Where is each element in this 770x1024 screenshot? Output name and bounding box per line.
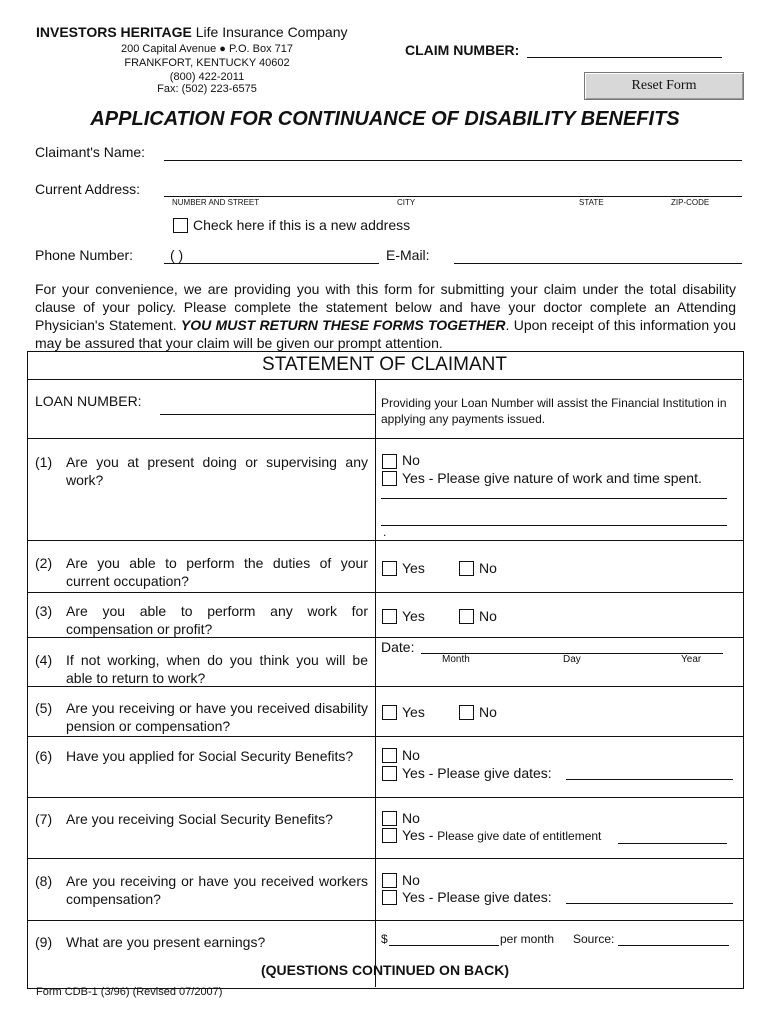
company-name-bold: INVESTORS HERITAGE <box>36 24 192 40</box>
q1-no-label: No <box>402 452 420 468</box>
question-text: If not working, when do you think you will be able to return to work? <box>66 652 368 686</box>
new-address-label: Check here if this is a new address <box>193 217 411 233</box>
q7-yes-prefix: Yes - <box>402 827 438 843</box>
question-text: Are you receiving or have you received disability pension or compensation? <box>66 700 368 734</box>
page-title: APPLICATION FOR CONTINUANCE OF DISABILITY BENEFITS <box>90 108 680 130</box>
reset-form-button[interactable]: Reset Form <box>584 72 744 100</box>
intro-text-1: For your convenience, we are providing you with this form for submitting your claim under the total disability clause of your policy. Please complete the statement below and have your doctor complete an Attending Physician's Statement. <box>35 281 736 333</box>
q6-dates-field[interactable] <box>566 779 733 780</box>
q7-no-label: No <box>402 810 420 826</box>
email-field[interactable] <box>454 263 742 264</box>
address-sub-city: CITY <box>397 198 416 207</box>
claim-number-label: CLAIM NUMBER: <box>405 42 520 58</box>
q5-no-label: No <box>479 704 497 720</box>
question-text: What are you present earnings? <box>66 934 266 950</box>
row-divider <box>27 858 743 859</box>
address-sub-state: STATE <box>579 198 604 207</box>
q3-no-label: No <box>479 608 497 624</box>
loan-number-note: Providing your Loan Number will assist the Financial Institution in applying any payments issued. <box>381 396 727 426</box>
column-divider <box>375 379 376 987</box>
q9-source-label: Source: <box>573 932 615 946</box>
company-name-rest: Life Insurance Company <box>195 24 348 40</box>
q8-no-checkbox[interactable] <box>382 873 397 888</box>
email-label: E-Mail: <box>386 247 430 263</box>
q1-detail-line-1[interactable] <box>381 498 727 499</box>
phone-area-code: ( ) <box>170 247 184 263</box>
question-number: (3) <box>35 603 53 619</box>
q6-no-label: No <box>402 747 420 763</box>
question-number: (7) <box>35 811 53 827</box>
form-id: Form CDB-1 (3/96) (Revised 07/2007) <box>36 986 223 998</box>
q2-no-checkbox[interactable] <box>459 561 474 576</box>
company-fax: Fax: (502) 223-6575 <box>157 83 257 95</box>
intro-paragraph <box>35 280 736 352</box>
question-number: (4) <box>35 652 53 668</box>
q8-yes-checkbox[interactable] <box>382 890 397 905</box>
q1-no-checkbox[interactable] <box>382 454 397 469</box>
question-number: (1) <box>35 454 53 470</box>
q1-yes-checkbox[interactable] <box>382 471 397 486</box>
q4-day-label: Day <box>563 654 581 665</box>
phone-label: Phone Number: <box>35 247 134 263</box>
q1-detail-line-2[interactable] <box>381 525 727 526</box>
q3-no-checkbox[interactable] <box>459 609 474 624</box>
q3-yes-checkbox[interactable] <box>382 609 397 624</box>
address-sub-street: NUMBER AND STREET <box>172 198 260 207</box>
address-sub-zip: ZIP-CODE <box>671 198 710 207</box>
q7-yes-text: Please give date of entitlement <box>437 829 602 843</box>
intro-text-2: . Upon receipt of this information you may be assured that your claim will be given our prompt attention. <box>35 317 736 351</box>
intro-emphasis: YOU MUST RETURN THESE FORMS TOGETHER <box>180 317 506 333</box>
phone-field[interactable] <box>164 263 379 264</box>
q5-yes-checkbox[interactable] <box>382 705 397 720</box>
company-name <box>36 24 348 40</box>
loan-number-label: LOAN NUMBER: <box>35 393 142 409</box>
q8-no-label: No <box>402 872 420 888</box>
row-divider <box>27 438 743 439</box>
q2-no-label: No <box>479 560 497 576</box>
question-text: Are you able to perform any work for compensation or profit? <box>66 603 368 637</box>
loan-number-field[interactable] <box>160 414 375 415</box>
q1-dot: . <box>383 525 387 539</box>
q9-per-month: per month <box>500 932 555 946</box>
row-divider <box>27 592 743 593</box>
claim-number-field[interactable] <box>527 57 722 58</box>
q9-source-field[interactable] <box>618 945 729 946</box>
q4-year-label: Year <box>681 654 702 665</box>
question-number: (2) <box>35 555 53 571</box>
q2-yes-checkbox[interactable] <box>382 561 397 576</box>
q4-date-label: Date: <box>381 639 415 655</box>
q6-no-checkbox[interactable] <box>382 748 397 763</box>
company-phone: (800) 422-2011 <box>169 71 245 83</box>
q7-entitlement-field[interactable] <box>618 843 727 844</box>
claimant-name-field[interactable] <box>164 160 742 161</box>
question-text: Are you receiving Social Security Benefits? <box>66 811 333 827</box>
q8-yes-label: Yes - Please give dates: <box>402 889 552 905</box>
row-divider <box>27 736 743 737</box>
current-address-label: Current Address: <box>35 181 141 197</box>
q6-yes-checkbox[interactable] <box>382 766 397 781</box>
q5-yes-label: Yes <box>402 704 425 720</box>
question-text: Have you applied for Social Security Benefits? <box>66 748 354 764</box>
row-divider <box>27 920 743 921</box>
q4-month-label: Month <box>442 654 470 665</box>
question-number: (6) <box>35 748 53 764</box>
q9-dollar-sign: $ <box>381 932 388 946</box>
q8-dates-field[interactable] <box>566 903 733 904</box>
company-address-2: FRANKFORT, KENTUCKY 40602 <box>124 57 290 69</box>
q6-yes-label: Yes - Please give dates: <box>402 765 552 781</box>
statement-heading: STATEMENT OF CLAIMANT <box>27 351 742 380</box>
row-divider <box>27 540 743 541</box>
q9-earnings-field[interactable] <box>389 945 499 946</box>
q1-yes-label: Yes - Please give nature of work and time spent. <box>402 470 702 486</box>
q3-yes-label: Yes <box>402 608 425 624</box>
question-number: (5) <box>35 700 53 716</box>
question-text: Are you at present doing or supervising any work? <box>66 454 368 488</box>
q7-yes-label <box>402 827 601 843</box>
company-address-1: 200 Capital Avenue ● P.O. Box 717 <box>121 43 293 55</box>
claimant-name-label: Claimant's Name: <box>35 144 146 160</box>
q7-no-checkbox[interactable] <box>382 811 397 826</box>
q2-yes-label: Yes <box>402 560 425 576</box>
current-address-field[interactable] <box>164 196 742 197</box>
question-number: (9) <box>35 934 53 950</box>
question-number: (8) <box>35 873 53 889</box>
continued-on-back: (QUESTIONS CONTINUED ON BACK) <box>260 962 510 978</box>
new-address-checkbox[interactable] <box>173 218 188 233</box>
q5-no-checkbox[interactable] <box>459 705 474 720</box>
question-text: Are you able to perform the duties of your current occupation? <box>66 555 368 589</box>
row-divider <box>27 797 743 798</box>
q7-yes-checkbox[interactable] <box>382 828 397 843</box>
question-text: Are you receiving or have you received workers compensation? <box>66 873 368 907</box>
